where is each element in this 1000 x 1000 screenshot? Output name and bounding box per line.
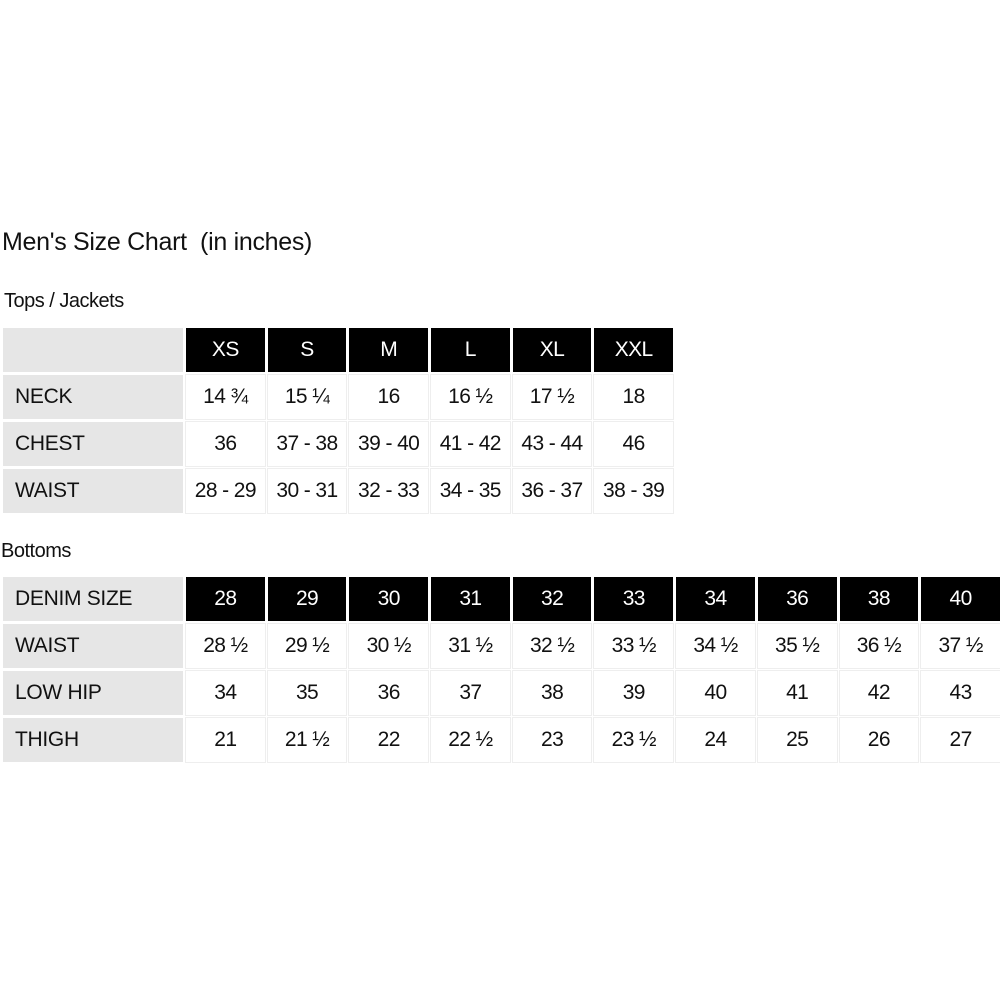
table-cell: 36 ½ bbox=[840, 624, 919, 668]
table-cell: 16 bbox=[349, 375, 428, 419]
tops-header-row bbox=[3, 328, 673, 372]
table-cell: 32 ½ bbox=[513, 624, 592, 668]
tops-size-header: XL bbox=[513, 328, 592, 372]
denim-size-header: 33 bbox=[594, 577, 673, 621]
table-row bbox=[3, 624, 1000, 668]
table-cell: 26 bbox=[840, 718, 919, 762]
table-row bbox=[3, 469, 673, 513]
table-cell: 43 - 44 bbox=[513, 422, 592, 466]
page-title: Men's Size Chart (in inches) bbox=[2, 228, 313, 256]
row-label-thigh: THIGH bbox=[3, 718, 183, 762]
table-cell: 39 bbox=[594, 671, 673, 715]
table-cell: 46 bbox=[594, 422, 673, 466]
table-row bbox=[3, 671, 1000, 715]
denim-size-header: 31 bbox=[431, 577, 510, 621]
table-cell: 23 bbox=[513, 718, 592, 762]
table-cell: 21 ½ bbox=[268, 718, 347, 762]
table-cell: 36 bbox=[349, 671, 428, 715]
table-cell: 33 ½ bbox=[594, 624, 673, 668]
table-cell: 28 ½ bbox=[186, 624, 265, 668]
table-cell: 37 bbox=[431, 671, 510, 715]
table-cell: 41 bbox=[758, 671, 837, 715]
table-cell: 43 bbox=[921, 671, 1000, 715]
tops-section-heading: Tops / Jackets bbox=[4, 290, 124, 312]
bottoms-header-row bbox=[3, 577, 1000, 621]
denim-size-header: 30 bbox=[349, 577, 428, 621]
row-label-neck: NECK bbox=[3, 375, 183, 419]
table-cell: 34 bbox=[186, 671, 265, 715]
table-cell: 30 - 31 bbox=[268, 469, 347, 513]
table-cell: 38 bbox=[513, 671, 592, 715]
table-cell: 37 - 38 bbox=[268, 422, 347, 466]
denim-size-header: 34 bbox=[676, 577, 755, 621]
table-cell: 25 bbox=[758, 718, 837, 762]
denim-size-label: DENIM SIZE bbox=[3, 577, 183, 621]
table-cell: 36 bbox=[186, 422, 265, 466]
table-cell: 29 ½ bbox=[268, 624, 347, 668]
table-cell: 35 bbox=[268, 671, 347, 715]
denim-size-header: 28 bbox=[186, 577, 265, 621]
tops-size-header: S bbox=[268, 328, 347, 372]
denim-size-header: 40 bbox=[921, 577, 1000, 621]
denim-size-header: 32 bbox=[513, 577, 592, 621]
bottoms-size-table bbox=[0, 574, 1000, 765]
row-label-waist: WAIST bbox=[3, 469, 183, 513]
tops-size-header: M bbox=[349, 328, 428, 372]
tops-size-table bbox=[0, 325, 676, 516]
table-cell: 35 ½ bbox=[758, 624, 837, 668]
table-cell: 31 ½ bbox=[431, 624, 510, 668]
table-cell: 34 ½ bbox=[676, 624, 755, 668]
table-cell: 17 ½ bbox=[513, 375, 592, 419]
table-cell: 22 bbox=[349, 718, 428, 762]
row-label-waist: WAIST bbox=[3, 624, 183, 668]
table-cell: 16 ½ bbox=[431, 375, 510, 419]
table-cell: 38 - 39 bbox=[594, 469, 673, 513]
table-cell: 22 ½ bbox=[431, 718, 510, 762]
table-cell: 15 ¼ bbox=[268, 375, 347, 419]
table-cell: 41 - 42 bbox=[431, 422, 510, 466]
table-cell: 39 - 40 bbox=[349, 422, 428, 466]
denim-size-header: 29 bbox=[268, 577, 347, 621]
row-label-low-hip: LOW HIP bbox=[3, 671, 183, 715]
table-cell: 40 bbox=[676, 671, 755, 715]
tops-size-header: L bbox=[431, 328, 510, 372]
table-cell: 21 bbox=[186, 718, 265, 762]
table-cell: 37 ½ bbox=[921, 624, 1000, 668]
tops-size-header: XXL bbox=[594, 328, 673, 372]
denim-size-header: 38 bbox=[840, 577, 919, 621]
table-cell: 27 bbox=[921, 718, 1000, 762]
table-cell: 32 - 33 bbox=[349, 469, 428, 513]
table-cell: 24 bbox=[676, 718, 755, 762]
table-cell: 14 ¾ bbox=[186, 375, 265, 419]
denim-size-header: 36 bbox=[758, 577, 837, 621]
table-row bbox=[3, 422, 673, 466]
table-row bbox=[3, 718, 1000, 762]
tops-header-corner bbox=[3, 328, 183, 372]
bottoms-section-heading: Bottoms bbox=[1, 540, 71, 562]
row-label-chest: CHEST bbox=[3, 422, 183, 466]
table-cell: 34 - 35 bbox=[431, 469, 510, 513]
table-cell: 36 - 37 bbox=[513, 469, 592, 513]
table-cell: 42 bbox=[840, 671, 919, 715]
tops-size-header: XS bbox=[186, 328, 265, 372]
table-cell: 28 - 29 bbox=[186, 469, 265, 513]
table-cell: 30 ½ bbox=[349, 624, 428, 668]
table-cell: 18 bbox=[594, 375, 673, 419]
table-row bbox=[3, 375, 673, 419]
table-cell: 23 ½ bbox=[594, 718, 673, 762]
